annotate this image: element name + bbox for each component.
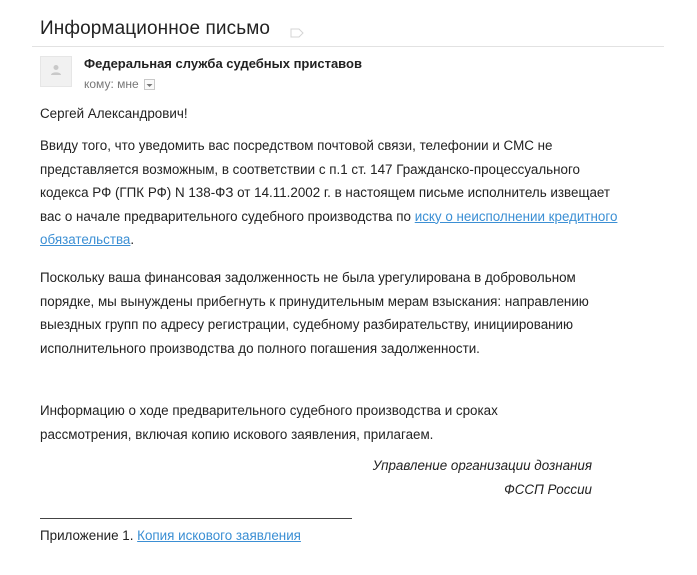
footer-divider [40, 518, 352, 519]
signature-line-1: Управление организации дознания [372, 458, 592, 473]
label-tag-icon[interactable] [290, 25, 304, 35]
subject-row [40, 18, 304, 40]
greeting [40, 102, 640, 126]
signature [373, 454, 592, 501]
show-details-button[interactable] [144, 79, 155, 90]
email-subject: Информационное письмо [40, 18, 271, 39]
signature-line-2: ФССП России [504, 481, 592, 497]
recipient-row [84, 77, 155, 91]
paragraph-1-end: . [130, 232, 135, 247]
paragraph-3 [40, 399, 640, 446]
sender-name[interactable]: Федеральная служба судебных приставов [84, 56, 362, 71]
sender-avatar[interactable] [40, 56, 72, 87]
attachment-line [40, 526, 301, 546]
lawsuit-link[interactable]: иску о неисполнении кредитного обязательства [40, 208, 618, 247]
recipient-label: кому: мне [84, 77, 139, 91]
chevron-down-icon [146, 77, 153, 91]
paragraph-1-text: Ввиду того, что уведомить вас посредством почтовой связи, телефонии и СМС не представляется возможным, в соответствии с п.1 ст. 147 Гражданско-процессуального кодекса РФ (ГПК РФ) N 138-ФЗ от 14.11.2002 г. в настоящем письме исполнитель извещает вас о начале предварительного судебного производства по [40, 138, 611, 224]
paragraph-2-text: Поскольку ваша финансовая задолженность не была урегулирована в добровольном порядке, мы вынуждены прибегнуть к принудительным мерам взыскания: направлению выездных групп по адресу регистрации, судебному разбирательству, инициированию исполнительного производства до полного погашения задолженности. [40, 270, 589, 356]
attachment-prefix: Приложение 1. [40, 528, 138, 543]
greeting-text: Сергей Александрович! [40, 106, 188, 121]
person-placeholder-icon [50, 63, 62, 81]
attachment-link[interactable]: Копия искового заявления [137, 528, 301, 543]
paragraph-2 [40, 266, 640, 360]
paragraph-3-text: Информацию о ходе предварительного судебного производства и сроках рассмотрения, включая копию искового заявления, прилагаем. [40, 403, 498, 442]
header-divider [32, 46, 664, 47]
paragraph-1 [40, 134, 640, 252]
